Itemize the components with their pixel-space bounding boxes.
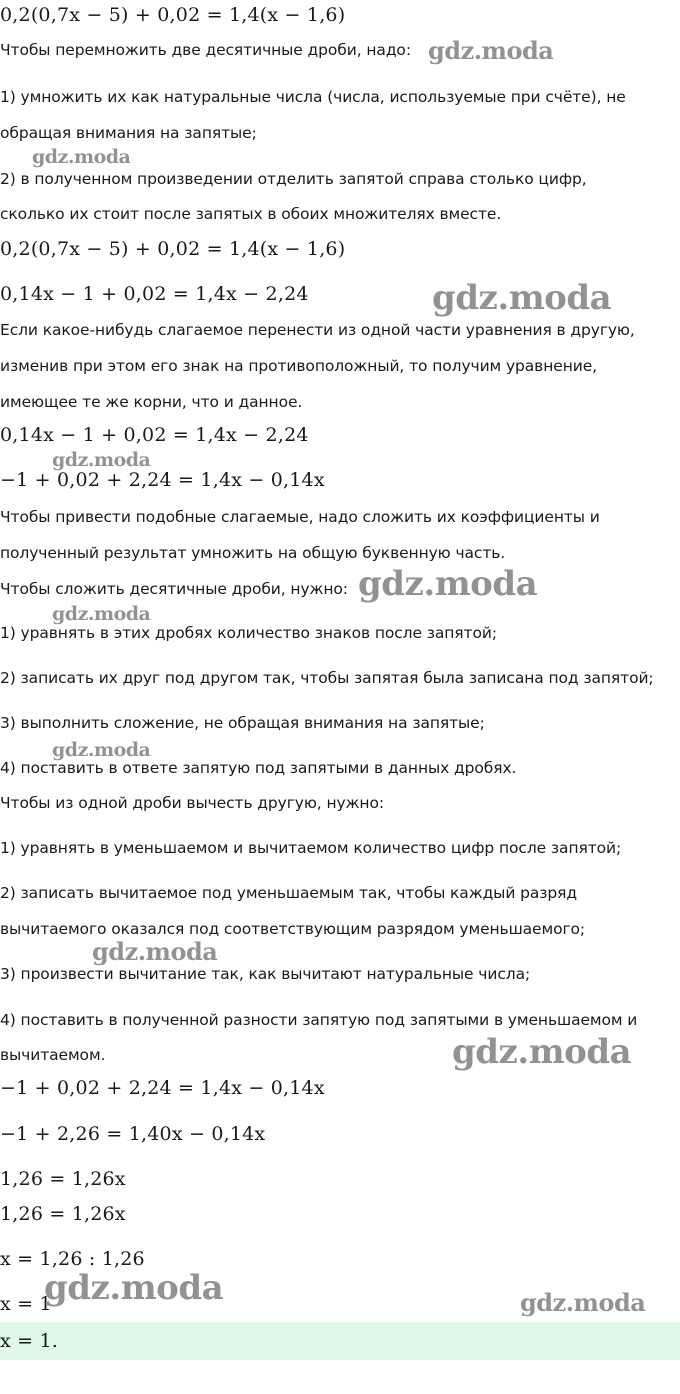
equation-line: −1 + 0,02 + 2,24 = 1,4x − 0,14x: [0, 1077, 325, 1099]
equation-line: −1 + 0,02 + 2,24 = 1,4x − 0,14x: [0, 469, 325, 491]
rule-text: 1) умножить их как натуральные числа (числа, используемые при счёте), не: [0, 88, 626, 106]
rule-text: 4) поставить в ответе запятую под запятыми в данных дробях.: [0, 759, 517, 777]
watermark: gdz.moda: [452, 1032, 632, 1072]
watermark: gdz.moda: [52, 603, 151, 625]
rule-text: 2) записать их друг под другом так, чтобы запятая была записана под запятой;: [0, 669, 654, 687]
equation-line: 0,14x − 1 + 0,02 = 1,4x − 2,24: [0, 424, 309, 446]
rule-text: Чтобы из одной дроби вычесть другую, нужно:: [0, 794, 384, 812]
watermark: gdz.moda: [432, 278, 612, 318]
rule-text: 1) уравнять в этих дробях количество знаков после запятой;: [0, 624, 497, 642]
rule-text: вычитаемом.: [0, 1046, 106, 1064]
equation-line: x = 1,26 : 1,26: [0, 1248, 145, 1270]
rule-text: вычитаемого оказался под соответствующим разрядом уменьшаемого;: [0, 920, 586, 938]
rule-text: 1) уравнять в уменьшаемом и вычитаемом количество цифр после запятой;: [0, 839, 622, 857]
rule-text: 2) записать вычитаемое под уменьшаемым так, чтобы каждый разряд: [0, 884, 577, 902]
watermark: gdz.moda: [520, 1288, 646, 1317]
answer-line: x = 1.: [0, 1330, 59, 1352]
equation-line: 1,26 = 1,26x: [0, 1203, 126, 1225]
watermark: gdz.moda: [428, 36, 554, 65]
equation-line: x = 1: [0, 1293, 52, 1315]
rule-text: Чтобы сложить десятичные дроби, нужно:: [0, 580, 348, 598]
watermark: gdz.moda: [32, 146, 131, 168]
equation-line: 0,2(0,7x − 5) + 0,02 = 1,4(x − 1,6): [0, 4, 346, 26]
rule-text: Чтобы привести подобные слагаемые, надо сложить их коэффициенты и: [0, 508, 600, 526]
watermark: gdz.moda: [44, 1268, 224, 1308]
equation-line: 1,26 = 1,26x: [0, 1168, 126, 1190]
rule-text: изменив при этом его знак на противоположный, то получим уравнение,: [0, 357, 597, 375]
watermark: gdz.moda: [358, 564, 538, 604]
rule-text: имеющее те же корни, что и данное.: [0, 393, 303, 411]
rule-text: Если какое-нибудь слагаемое перенести из одной части уравнения в другую,: [0, 321, 635, 339]
rule-text: сколько их стоит после запятых в обоих множителях вместе.: [0, 205, 502, 223]
rule-text: полученный результат умножить на общую буквенную часть.: [0, 544, 506, 562]
rule-text: 2) в полученном произведении отделить запятой справа столько цифр,: [0, 170, 587, 188]
watermark: gdz.moda: [52, 449, 151, 471]
rule-text: 3) выполнить сложение, не обращая внимания на запятые;: [0, 714, 485, 732]
watermark: gdz.moda: [92, 937, 218, 966]
rule-text: 4) поставить в полученной разности запятую под запятыми в уменьшаемом и: [0, 1011, 638, 1029]
equation-line: 0,2(0,7x − 5) + 0,02 = 1,4(x − 1,6): [0, 238, 346, 260]
answer-highlight: [0, 1322, 680, 1360]
rule-text: обращая внимания на запятые;: [0, 124, 257, 142]
equation-line: 0,14x − 1 + 0,02 = 1,4x − 2,24: [0, 283, 309, 305]
rule-text: Чтобы перемножить две десятичные дроби, надо:: [0, 41, 411, 59]
watermark: gdz.moda: [52, 739, 151, 761]
equation-line: −1 + 2,26 = 1,40x − 0,14x: [0, 1123, 266, 1145]
rule-text: 3) произвести вычитание так, как вычитают натуральные числа;: [0, 965, 531, 983]
